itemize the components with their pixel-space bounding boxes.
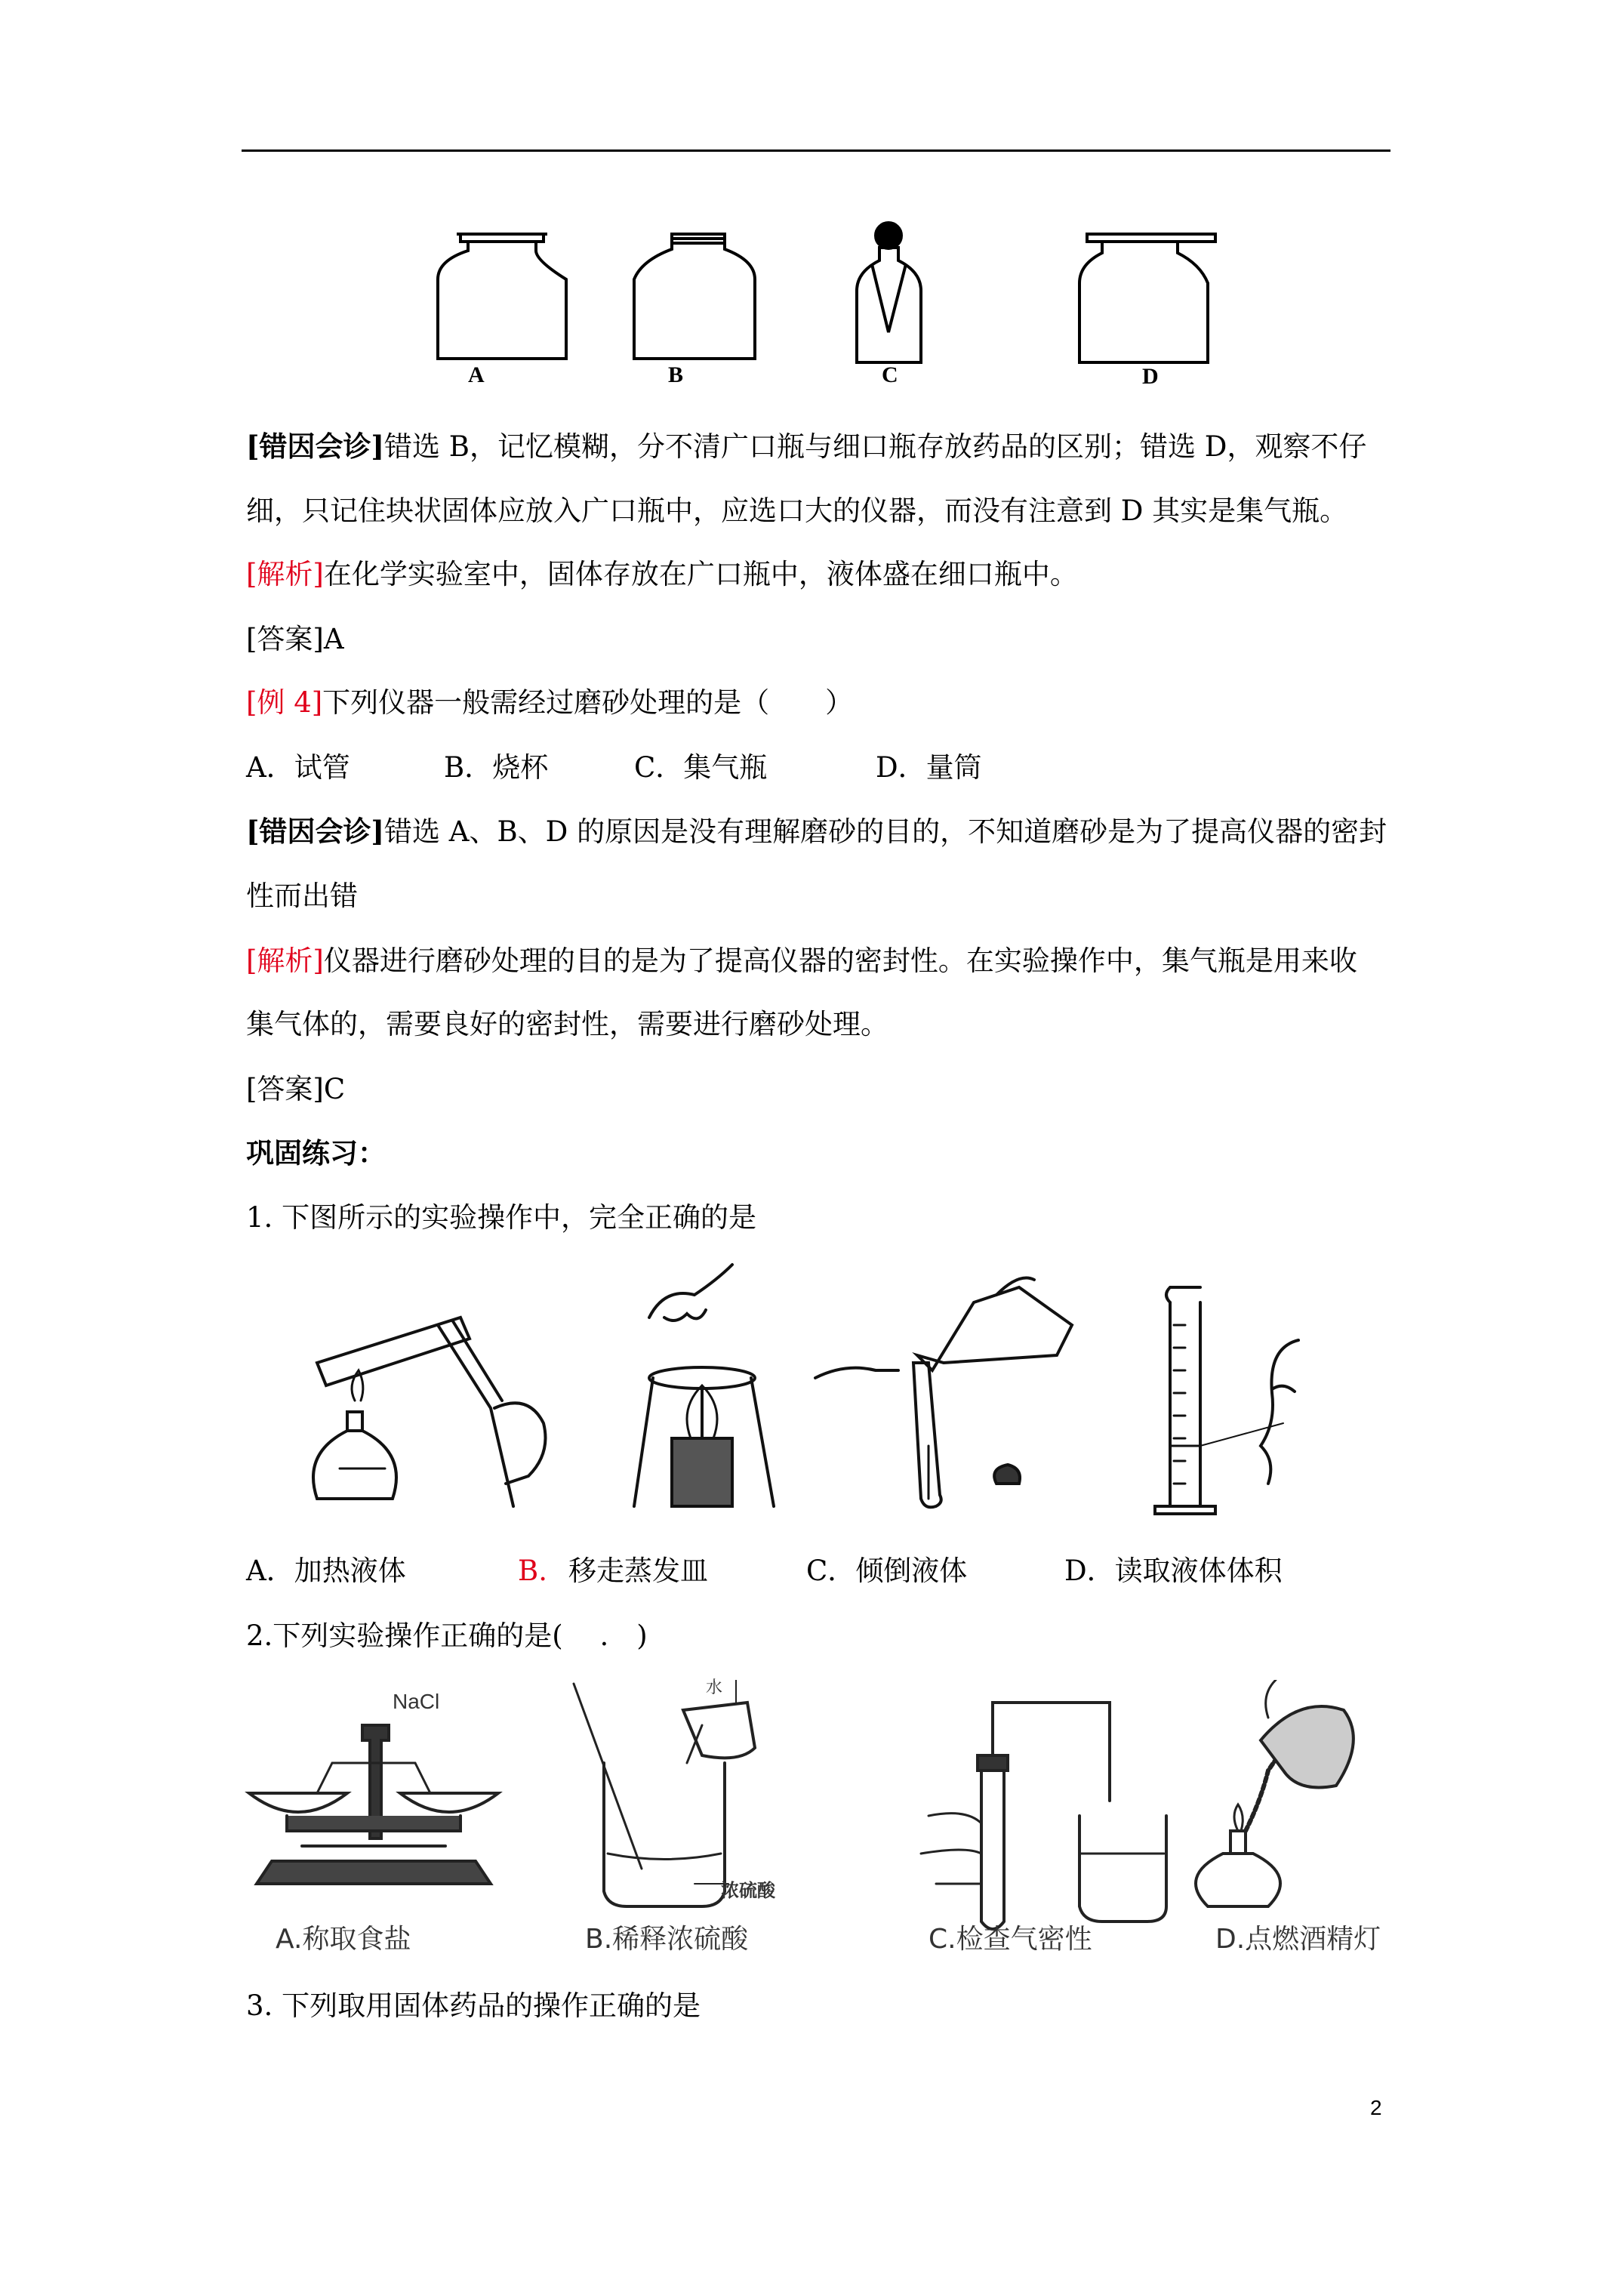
error-analysis-1: [错因会诊]错选 B，记忆模糊，分不清广口瓶与细口瓶存放药品的区别；错选 D，观察不仔 — [246, 430, 1367, 463]
analysis-2: [解析]仪器进行磨砂处理的目的是为了提高仪器的密封性。在实验操作中，集气瓶是用来收 — [246, 945, 1357, 977]
bottle-label-c: C — [882, 362, 898, 387]
fig-d-reading — [1155, 1287, 1298, 1514]
fig-c-airtight — [921, 1703, 1166, 1929]
ex4-option-a: A．试管 — [246, 751, 350, 784]
acid-label: 浓硫酸 — [721, 1880, 775, 1901]
q2-operations-figure — [242, 1680, 1397, 1944]
answer-2: [答案]C — [246, 1073, 346, 1105]
q1-option-b: B. 移走蒸发皿 — [518, 1555, 708, 1587]
ex4-option-b: B．烧杯 — [444, 751, 549, 784]
example-4: [例 4]下列仪器一般需经过磨砂处理的是（ ） — [246, 686, 854, 719]
bottle-c — [857, 223, 921, 362]
fig-d-lamp — [1196, 1680, 1354, 1906]
question-3: 3. 下列取用固体药品的操作正确的是 — [246, 1989, 701, 2022]
water-label: 水 — [706, 1678, 723, 1697]
bottle-label-b: B — [668, 362, 684, 387]
question-1: 1. 下图所示的实验操作中，完全正确的是 — [246, 1201, 757, 1234]
error-analysis-2: [错因会诊]错选 A、B、D 的原因是没有理解磨砂的目的，不知道磨砂是为了提高仪器的密封 — [246, 815, 1387, 848]
bottle-label-a: A — [468, 362, 485, 387]
bottle-label-d: D — [1142, 364, 1159, 389]
fig-b-evaporating — [634, 1265, 774, 1506]
analysis-1: [解析]在化学实验室中，固体存放在广口瓶中，液体盛在细口瓶中。 — [246, 558, 1078, 590]
fig-a-heating — [313, 1318, 546, 1506]
fig-a-balance — [249, 1725, 498, 1884]
q1-option-c: C．倾倒液体 — [806, 1555, 968, 1587]
analysis-2-cont: 集气体的，需要良好的密封性，需要进行磨砂处理。 — [246, 1008, 888, 1040]
bottle-a — [438, 234, 566, 359]
q2-caption-a: A.称取食盐 — [276, 1924, 411, 1955]
practice-title: 巩固练习： — [246, 1136, 386, 1170]
ex4-option-c: C．集气瓶 — [634, 751, 768, 784]
nacl-label: NaCl — [393, 1690, 440, 1713]
q2-caption-b: B.稀释浓硫酸 — [585, 1924, 749, 1955]
ex4-option-d: D．量筒 — [876, 751, 982, 784]
q2-caption-c: C.检查气密性 — [929, 1924, 1092, 1955]
q1-option-a: A．加热液体 — [246, 1555, 406, 1587]
page-number: 2 — [1370, 2096, 1382, 2119]
bottle-b — [634, 234, 755, 359]
header-rule — [242, 149, 1390, 152]
fig-b-dilution — [574, 1680, 755, 1906]
q2-caption-d: D.点燃酒精灯 — [1215, 1924, 1381, 1955]
question-2: 2.下列实验操作正确的是( . ) — [246, 1620, 648, 1652]
bottle-d — [1079, 234, 1215, 362]
q1-option-d: D．读取液体体积 — [1064, 1555, 1283, 1587]
error-analysis-2-cont: 性而出错 — [246, 880, 358, 912]
bottles-figure — [423, 219, 1223, 400]
q1-operations-figure — [302, 1257, 1344, 1529]
error-analysis-1-cont: 细，只记住块状固体应放入广口瓶中，应选口大的仪器，而没有注意到 D 其实是集气瓶。 — [246, 495, 1348, 527]
fig-c-pouring — [815, 1278, 1072, 1508]
answer-1: [答案]A — [246, 623, 344, 655]
